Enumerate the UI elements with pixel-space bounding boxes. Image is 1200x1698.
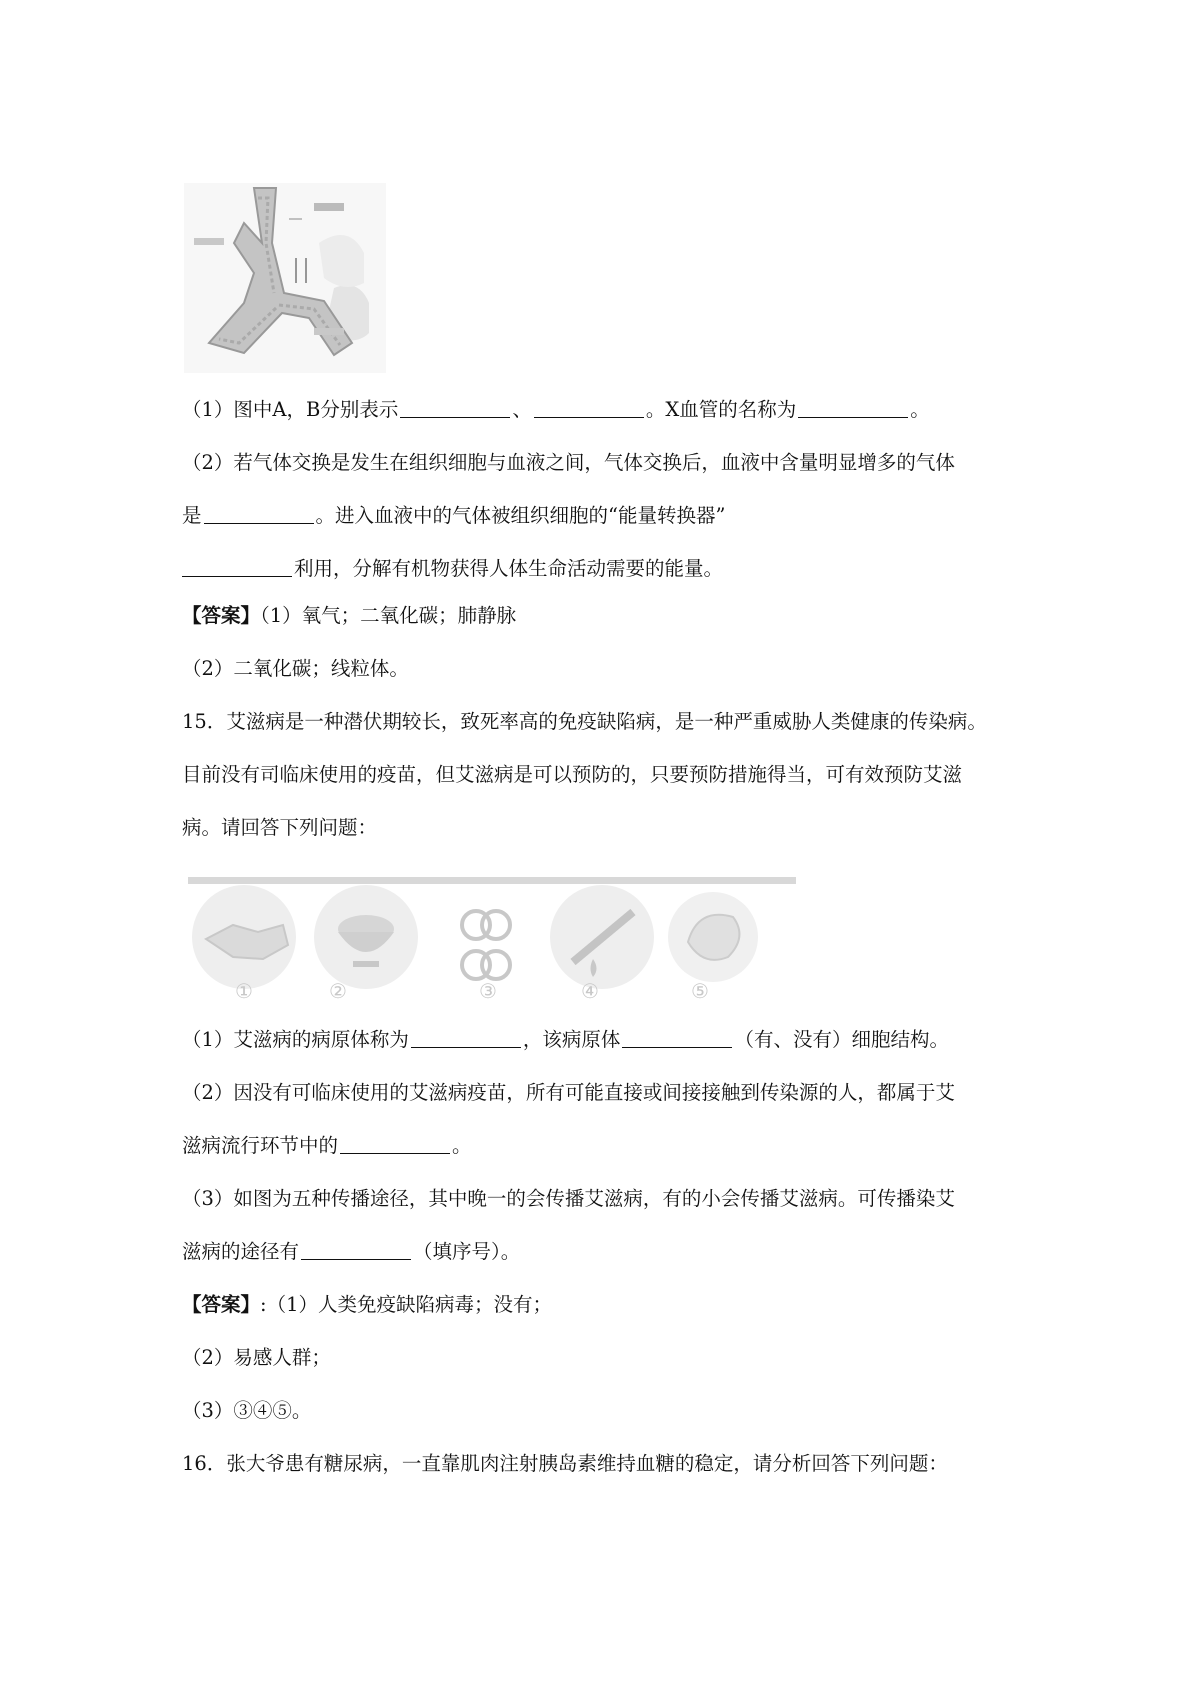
q14-sub2-line3 <box>182 556 1042 582</box>
figure-label-1: ① <box>235 979 253 1003</box>
syringe-blood-icon <box>550 885 654 989</box>
q15-answer-line3: （3）③④⑤。 <box>182 1399 312 1422</box>
q15-sub1-text-c: （有、没有）细胞结构。 <box>734 1028 949 1051</box>
q14-sub1-text-d: 。 <box>910 398 930 421</box>
figure-label-3: ③ <box>479 979 497 1003</box>
q15-sub3-text-a: 滋病的途径有 <box>182 1240 300 1263</box>
figure-label-4: ④ <box>581 979 599 1003</box>
q15-sub3-line1: （3）如图为五种传播途径，其中晚一的会传播艾滋病，有的小会传播艾滋病。可传播染艾 <box>182 1187 955 1210</box>
mother-baby-icon <box>668 892 758 982</box>
answer-blank[interactable] <box>301 1241 411 1260</box>
sex-symbols-icon <box>462 911 510 979</box>
figure-label-5: ⑤ <box>691 979 709 1003</box>
answer-label: 【答案】 <box>182 604 261 627</box>
q14-answer-line1 <box>182 603 1042 629</box>
handshake-icon <box>192 885 296 989</box>
answer-blank[interactable] <box>798 399 908 418</box>
q14-sub1 <box>182 397 1042 423</box>
q15-stem-line3: 病。请回答下列问题： <box>182 816 378 839</box>
shared-meal-icon <box>314 885 418 989</box>
q15-sub1-text-b: ，该病原体 <box>522 1028 621 1051</box>
q15-answer-line2: （2）易感人群； <box>182 1346 331 1369</box>
answer-blank[interactable] <box>411 1029 521 1048</box>
q14-answer-text-1: （1）氧气；二氧化碳；肺静脉 <box>260 604 517 627</box>
transmission-routes-figure <box>188 877 796 1005</box>
q14-answer-line2: （2）二氧化碳；线粒体。 <box>182 657 409 680</box>
q15-sub1-text-a: （1）艾滋病的病原体称为 <box>182 1028 409 1051</box>
q16-stem-line1: 16．张大爷患有糖尿病，一直靠肌肉注射胰岛素维持血糖的稳定，请分析回答下列问题： <box>182 1452 948 1475</box>
figure-label-2: ② <box>329 979 347 1003</box>
q15-stem-line1: 15．艾滋病是一种潜伏期较长，致死率高的免疫缺陷病，是一种严重威胁人类健康的传染病。 <box>182 710 987 733</box>
answer-blank[interactable] <box>400 399 510 418</box>
q15-sub2-line1: （2）因没有可临床使用的艾滋病疫苗，所有可能直接或间接接触到传染源的人，都属于艾 <box>182 1081 955 1104</box>
q15-answer-line1 <box>182 1292 1042 1318</box>
q15-sub1 <box>182 1027 1042 1053</box>
q15-sub2-text-b: 。 <box>452 1134 472 1157</box>
q14-sub2-line2 <box>182 503 1042 529</box>
answer-blank[interactable] <box>182 558 292 577</box>
q15-sub2-text-a: 滋病流行环节中的 <box>182 1134 339 1157</box>
q14-sub2-text-c: 利用，分解有机物获得人体生命活动需要的能量。 <box>294 557 724 580</box>
q15-sub2-line2 <box>182 1133 1042 1159</box>
q15-stem-line2: 目前没有司临床使用的疫苗，但艾滋病是可以预防的，只要预防措施得当，可有效预防艾滋 <box>182 763 963 786</box>
answer-blank[interactable] <box>534 399 644 418</box>
q15-answer-text-1: :（1）人类免疫缺陷病毒；没有； <box>260 1293 552 1316</box>
answer-blank[interactable] <box>204 505 314 524</box>
blood-vessel-gas-exchange-diagram <box>184 183 386 373</box>
q14-sub2-line1: （2）若气体交换是发生在组织细胞与血液之间，气体交换后，血液中含量明显增多的气体 <box>182 451 955 474</box>
q15-sub3-text-b: （填序号）。 <box>413 1240 521 1263</box>
answer-label: 【答案】 <box>182 1293 261 1316</box>
q14-sub1-text-b: 、 <box>512 398 532 421</box>
answer-blank[interactable] <box>340 1135 450 1154</box>
q14-sub1-text-c: 。X血管的名称为 <box>645 398 797 421</box>
q14-sub2-text-b: 。进入血液中的气体被组织细胞的“能量转换器” <box>315 504 726 527</box>
q14-sub1-text-a: （1）图中A，B分别表示 <box>182 398 399 421</box>
q15-sub3-line2 <box>182 1239 1042 1265</box>
answer-blank[interactable] <box>622 1029 732 1048</box>
q14-sub2-text-a: 是 <box>182 504 202 527</box>
